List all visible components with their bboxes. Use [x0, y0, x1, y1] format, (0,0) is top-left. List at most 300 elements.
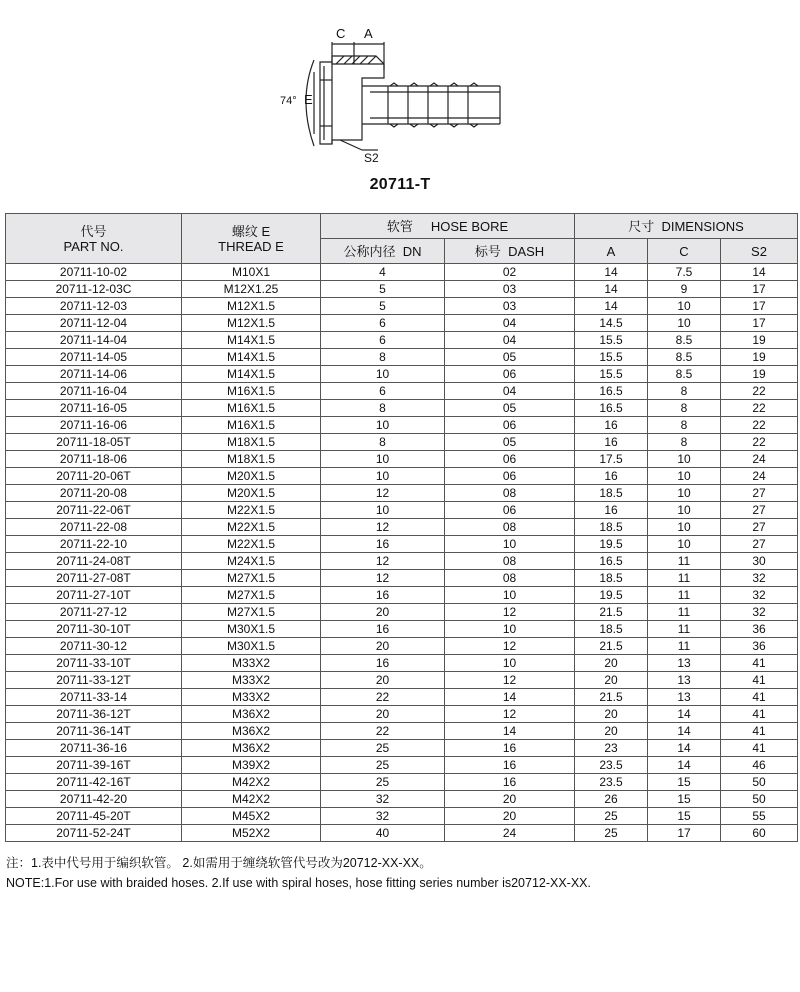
cell-dash: 14 [445, 689, 575, 706]
table-row [6, 706, 798, 723]
cell-thread: M22X1.5 [182, 536, 321, 553]
cell-a: 21.5 [575, 638, 648, 655]
cell-c: 15 [648, 774, 721, 791]
header-s2: S2 [721, 239, 798, 264]
cell-c: 10 [648, 502, 721, 519]
cell-a: 25 [575, 808, 648, 825]
table-row [6, 570, 798, 587]
cell-part-no: 20711-33-10T [6, 655, 182, 672]
cell-dash: 08 [445, 519, 575, 536]
cell-dn: 22 [321, 689, 445, 706]
cell-dn: 25 [321, 740, 445, 757]
cell-dash: 06 [445, 451, 575, 468]
cell-c: 14 [648, 757, 721, 774]
cell-a: 18.5 [575, 570, 648, 587]
cell-a: 18.5 [575, 519, 648, 536]
cell-dash: 06 [445, 366, 575, 383]
note-cn: 注：1.表中代号用于编织软管。 2.如需用于缠绕软管代号改为20712-XX-XX。 [6, 856, 432, 870]
label-c: C [336, 26, 346, 41]
spec-table-body [6, 264, 798, 842]
header-thread [182, 214, 321, 264]
cell-c: 8.5 [648, 366, 721, 383]
cell-dn: 16 [321, 621, 445, 638]
cell-s2: 17 [721, 315, 798, 332]
cell-a: 20 [575, 655, 648, 672]
cell-thread: M10X1 [182, 264, 321, 281]
table-row [6, 553, 798, 570]
table-row [6, 825, 798, 842]
cell-s2: 22 [721, 434, 798, 451]
cell-c: 10 [648, 468, 721, 485]
table-row [6, 281, 798, 298]
cell-part-no: 20711-18-06 [6, 451, 182, 468]
cell-s2: 32 [721, 570, 798, 587]
cell-c: 15 [648, 808, 721, 825]
cell-a: 19.5 [575, 536, 648, 553]
table-row [6, 417, 798, 434]
cell-part-no: 20711-22-10 [6, 536, 182, 553]
cell-part-no: 20711-24-08T [6, 553, 182, 570]
cell-c: 11 [648, 553, 721, 570]
cell-part-no: 20711-10-02 [6, 264, 182, 281]
cell-part-no: 20711-20-06T [6, 468, 182, 485]
cell-dash: 06 [445, 417, 575, 434]
cell-part-no: 20711-16-05 [6, 400, 182, 417]
cell-c: 14 [648, 723, 721, 740]
cell-a: 25 [575, 825, 648, 842]
table-row [6, 604, 798, 621]
cell-s2: 41 [721, 672, 798, 689]
cell-thread: M18X1.5 [182, 434, 321, 451]
cell-a: 17.5 [575, 451, 648, 468]
cell-dash: 12 [445, 638, 575, 655]
cell-c: 11 [648, 587, 721, 604]
cell-dash: 06 [445, 502, 575, 519]
cell-dash: 04 [445, 383, 575, 400]
table-row [6, 502, 798, 519]
cell-c: 13 [648, 672, 721, 689]
cell-dash: 08 [445, 485, 575, 502]
cell-a: 15.5 [575, 332, 648, 349]
cell-a: 15.5 [575, 349, 648, 366]
table-row [6, 434, 798, 451]
table-row [6, 485, 798, 502]
table-row [6, 264, 798, 281]
cell-thread: M22X1.5 [182, 502, 321, 519]
cell-c: 13 [648, 655, 721, 672]
cell-dn: 32 [321, 808, 445, 825]
label-s2: S2 [364, 151, 379, 165]
cell-s2: 50 [721, 791, 798, 808]
cell-c: 11 [648, 638, 721, 655]
table-row [6, 808, 798, 825]
cell-thread: M36X2 [182, 740, 321, 757]
cell-c: 14 [648, 740, 721, 757]
cell-thread: M42X2 [182, 791, 321, 808]
cell-a: 16.5 [575, 553, 648, 570]
header-part-no-en: PART NO. [63, 238, 124, 254]
cell-dash: 04 [445, 332, 575, 349]
cell-s2: 41 [721, 723, 798, 740]
cell-s2: 27 [721, 519, 798, 536]
header-part-no [6, 214, 182, 264]
cell-dn: 32 [321, 791, 445, 808]
cell-dn: 25 [321, 774, 445, 791]
cell-a: 20 [575, 723, 648, 740]
cell-a: 26 [575, 791, 648, 808]
fitting-drawing [270, 20, 530, 170]
header-thread-en: THREAD E [218, 238, 284, 254]
cell-thread: M30X1.5 [182, 621, 321, 638]
cell-s2: 46 [721, 757, 798, 774]
cell-c: 7.5 [648, 264, 721, 281]
table-row [6, 400, 798, 417]
header-dimensions-en: DIMENSIONS [661, 218, 744, 234]
cell-dn: 10 [321, 417, 445, 434]
label-e: E [304, 92, 313, 107]
cell-thread: M12X1.25 [182, 281, 321, 298]
cell-part-no: 20711-30-10T [6, 621, 182, 638]
table-row [6, 468, 798, 485]
cell-c: 8.5 [648, 332, 721, 349]
cell-dn: 16 [321, 536, 445, 553]
cell-part-no: 20711-42-16T [6, 774, 182, 791]
cell-dn: 16 [321, 587, 445, 604]
cell-dn: 12 [321, 519, 445, 536]
cell-dash: 12 [445, 604, 575, 621]
cell-thread: M27X1.5 [182, 570, 321, 587]
cell-dn: 40 [321, 825, 445, 842]
cell-s2: 17 [721, 298, 798, 315]
header-thread-cn: 螺纹 E [231, 223, 271, 239]
cell-dash: 10 [445, 655, 575, 672]
table-row [6, 672, 798, 689]
cell-c: 8.5 [648, 349, 721, 366]
table-row [6, 298, 798, 315]
cell-s2: 50 [721, 774, 798, 791]
cell-c: 9 [648, 281, 721, 298]
cell-dn: 6 [321, 315, 445, 332]
cell-dash: 06 [445, 468, 575, 485]
cell-part-no: 20711-33-14 [6, 689, 182, 706]
table-row [6, 315, 798, 332]
cell-a: 19.5 [575, 587, 648, 604]
cell-dn: 4 [321, 264, 445, 281]
cell-c: 10 [648, 519, 721, 536]
cell-s2: 22 [721, 417, 798, 434]
cell-dn: 8 [321, 400, 445, 417]
cell-part-no: 20711-36-12T [6, 706, 182, 723]
cell-dash: 05 [445, 434, 575, 451]
notes [6, 853, 591, 893]
cell-s2: 19 [721, 349, 798, 366]
cell-dn: 6 [321, 383, 445, 400]
cell-c: 11 [648, 604, 721, 621]
cell-dash: 16 [445, 774, 575, 791]
cell-c: 8 [648, 383, 721, 400]
cell-c: 14 [648, 706, 721, 723]
cell-part-no: 20711-16-04 [6, 383, 182, 400]
cell-a: 21.5 [575, 689, 648, 706]
cell-part-no: 20711-33-12T [6, 672, 182, 689]
cell-c: 8 [648, 417, 721, 434]
header-part-no-cn: 代号 [80, 223, 107, 239]
cell-s2: 30 [721, 553, 798, 570]
table-row [6, 791, 798, 808]
cell-c: 10 [648, 485, 721, 502]
table-row [6, 587, 798, 604]
cell-dash: 14 [445, 723, 575, 740]
cell-part-no: 20711-36-16 [6, 740, 182, 757]
cell-a: 16.5 [575, 383, 648, 400]
cell-s2: 41 [721, 740, 798, 757]
cell-part-no: 20711-52-24T [6, 825, 182, 842]
label-a: A [364, 26, 373, 41]
cell-dash: 16 [445, 740, 575, 757]
table-row [6, 349, 798, 366]
cell-dash: 08 [445, 553, 575, 570]
cell-s2: 55 [721, 808, 798, 825]
cell-s2: 24 [721, 468, 798, 485]
cell-dash: 08 [445, 570, 575, 587]
cell-dash: 16 [445, 757, 575, 774]
cell-part-no: 20711-12-04 [6, 315, 182, 332]
cell-dn: 10 [321, 468, 445, 485]
cell-part-no: 20711-12-03C [6, 281, 182, 298]
cell-part-no: 20711-14-04 [6, 332, 182, 349]
cell-dn: 10 [321, 451, 445, 468]
cell-thread: M20X1.5 [182, 485, 321, 502]
spec-table [5, 213, 798, 842]
cell-c: 10 [648, 298, 721, 315]
cell-dash: 10 [445, 621, 575, 638]
cell-dash: 20 [445, 808, 575, 825]
cell-c: 8 [648, 434, 721, 451]
header-c: C [648, 239, 721, 264]
cell-part-no: 20711-22-08 [6, 519, 182, 536]
cell-a: 16 [575, 434, 648, 451]
cell-s2: 36 [721, 621, 798, 638]
cell-thread: M16X1.5 [182, 400, 321, 417]
cell-dash: 10 [445, 587, 575, 604]
cell-thread: M33X2 [182, 672, 321, 689]
table-row [6, 740, 798, 757]
cell-dn: 8 [321, 434, 445, 451]
table-row [6, 757, 798, 774]
cell-part-no: 20711-36-14T [6, 723, 182, 740]
cell-thread: M27X1.5 [182, 587, 321, 604]
cell-s2: 17 [721, 281, 798, 298]
cell-dn: 5 [321, 298, 445, 315]
cell-thread: M30X1.5 [182, 638, 321, 655]
cell-c: 11 [648, 570, 721, 587]
cell-a: 16 [575, 468, 648, 485]
cell-dn: 12 [321, 570, 445, 587]
cell-a: 14 [575, 264, 648, 281]
cell-thread: M33X2 [182, 655, 321, 672]
cell-dn: 16 [321, 655, 445, 672]
header-dn [321, 239, 445, 264]
cell-c: 10 [648, 536, 721, 553]
cell-c: 11 [648, 621, 721, 638]
cell-part-no: 20711-18-05T [6, 434, 182, 451]
cell-thread: M12X1.5 [182, 298, 321, 315]
cell-part-no: 20711-39-16T [6, 757, 182, 774]
cell-thread: M39X2 [182, 757, 321, 774]
cell-thread: M33X2 [182, 689, 321, 706]
cell-a: 14 [575, 298, 648, 315]
note-en: NOTE:1.For use with braided hoses. 2.If use with spiral hoses, hose fitting series number is20712-XX-XX. [6, 876, 591, 890]
cell-dn: 12 [321, 553, 445, 570]
cell-a: 18.5 [575, 621, 648, 638]
cell-part-no: 20711-27-08T [6, 570, 182, 587]
cell-a: 21.5 [575, 604, 648, 621]
cell-part-no: 20711-27-10T [6, 587, 182, 604]
cell-dn: 22 [321, 723, 445, 740]
cell-c: 10 [648, 315, 721, 332]
cell-c: 8 [648, 400, 721, 417]
model-title: 20711-T [369, 176, 431, 193]
cell-thread: M22X1.5 [182, 519, 321, 536]
cell-dash: 04 [445, 315, 575, 332]
header-dash-en: DASH [508, 243, 545, 259]
cell-dn: 20 [321, 604, 445, 621]
cell-dn: 8 [321, 349, 445, 366]
cell-thread: M20X1.5 [182, 468, 321, 485]
header-dimensions [575, 214, 798, 239]
cell-part-no: 20711-20-08 [6, 485, 182, 502]
cell-part-no: 20711-12-03 [6, 298, 182, 315]
cell-thread: M16X1.5 [182, 417, 321, 434]
cell-part-no: 20711-45-20T [6, 808, 182, 825]
table-row [6, 383, 798, 400]
cell-dash: 12 [445, 706, 575, 723]
cell-dn: 10 [321, 366, 445, 383]
cell-dash: 03 [445, 298, 575, 315]
cell-thread: M18X1.5 [182, 451, 321, 468]
table-row [6, 689, 798, 706]
table-row [6, 519, 798, 536]
cell-dash: 10 [445, 536, 575, 553]
cell-s2: 24 [721, 451, 798, 468]
cell-a: 15.5 [575, 366, 648, 383]
cell-part-no: 20711-14-06 [6, 366, 182, 383]
cell-thread: M27X1.5 [182, 604, 321, 621]
cell-dn: 12 [321, 485, 445, 502]
label-angle: 74° [280, 95, 297, 107]
cell-dn: 20 [321, 672, 445, 689]
header-dash [445, 239, 575, 264]
table-row [6, 366, 798, 383]
cell-a: 23.5 [575, 757, 648, 774]
cell-c: 10 [648, 451, 721, 468]
cell-thread: M16X1.5 [182, 383, 321, 400]
cell-part-no: 20711-30-12 [6, 638, 182, 655]
cell-dn: 10 [321, 502, 445, 519]
cell-s2: 32 [721, 604, 798, 621]
cell-s2: 19 [721, 366, 798, 383]
cell-part-no: 20711-22-06T [6, 502, 182, 519]
cell-s2: 14 [721, 264, 798, 281]
cell-dn: 5 [321, 281, 445, 298]
table-row [6, 621, 798, 638]
cell-a: 18.5 [575, 485, 648, 502]
table-row [6, 774, 798, 791]
table-row [6, 536, 798, 553]
cell-part-no: 20711-16-06 [6, 417, 182, 434]
cell-part-no: 20711-27-12 [6, 604, 182, 621]
cell-a: 14.5 [575, 315, 648, 332]
header-dash-cn: 标号 [474, 243, 501, 259]
cell-s2: 60 [721, 825, 798, 842]
cell-dash: 24 [445, 825, 575, 842]
cell-s2: 22 [721, 400, 798, 417]
table-row [6, 655, 798, 672]
cell-thread: M14X1.5 [182, 349, 321, 366]
cell-a: 16 [575, 417, 648, 434]
cell-s2: 27 [721, 502, 798, 519]
cell-thread: M12X1.5 [182, 315, 321, 332]
cell-thread: M24X1.5 [182, 553, 321, 570]
cell-thread: M14X1.5 [182, 332, 321, 349]
cell-dash: 02 [445, 264, 575, 281]
header-hose-bore [321, 214, 575, 239]
cell-s2: 19 [721, 332, 798, 349]
cell-s2: 41 [721, 655, 798, 672]
cell-a: 16.5 [575, 400, 648, 417]
cell-s2: 41 [721, 706, 798, 723]
cell-a: 16 [575, 502, 648, 519]
cell-thread: M52X2 [182, 825, 321, 842]
cell-dash: 03 [445, 281, 575, 298]
cell-s2: 27 [721, 485, 798, 502]
cell-dn: 20 [321, 706, 445, 723]
cell-thread: M36X2 [182, 706, 321, 723]
table-row [6, 638, 798, 655]
cell-dash: 05 [445, 349, 575, 366]
cell-s2: 32 [721, 587, 798, 604]
cell-c: 17 [648, 825, 721, 842]
table-row [6, 451, 798, 468]
cell-part-no: 20711-14-05 [6, 349, 182, 366]
header-hose-bore-cn: 软管 [386, 218, 413, 234]
cell-c: 13 [648, 689, 721, 706]
cell-a: 14 [575, 281, 648, 298]
cell-dn: 20 [321, 638, 445, 655]
cell-thread: M42X2 [182, 774, 321, 791]
header-dimensions-cn: 尺寸 [628, 218, 655, 234]
cell-dn: 6 [321, 332, 445, 349]
cell-thread: M14X1.5 [182, 366, 321, 383]
cell-dash: 05 [445, 400, 575, 417]
header-dn-cn: 公称内径 [343, 243, 396, 259]
header-dn-en: DN [402, 243, 422, 259]
cell-part-no: 20711-42-20 [6, 791, 182, 808]
cell-dash: 12 [445, 672, 575, 689]
cell-thread: M45X2 [182, 808, 321, 825]
cell-s2: 41 [721, 689, 798, 706]
cell-a: 23.5 [575, 774, 648, 791]
cell-s2: 27 [721, 536, 798, 553]
cell-thread: M36X2 [182, 723, 321, 740]
table-row [6, 332, 798, 349]
cell-a: 20 [575, 706, 648, 723]
cell-a: 23 [575, 740, 648, 757]
cell-a: 20 [575, 672, 648, 689]
header-a: A [575, 239, 648, 264]
cell-dash: 20 [445, 791, 575, 808]
cell-dn: 25 [321, 757, 445, 774]
